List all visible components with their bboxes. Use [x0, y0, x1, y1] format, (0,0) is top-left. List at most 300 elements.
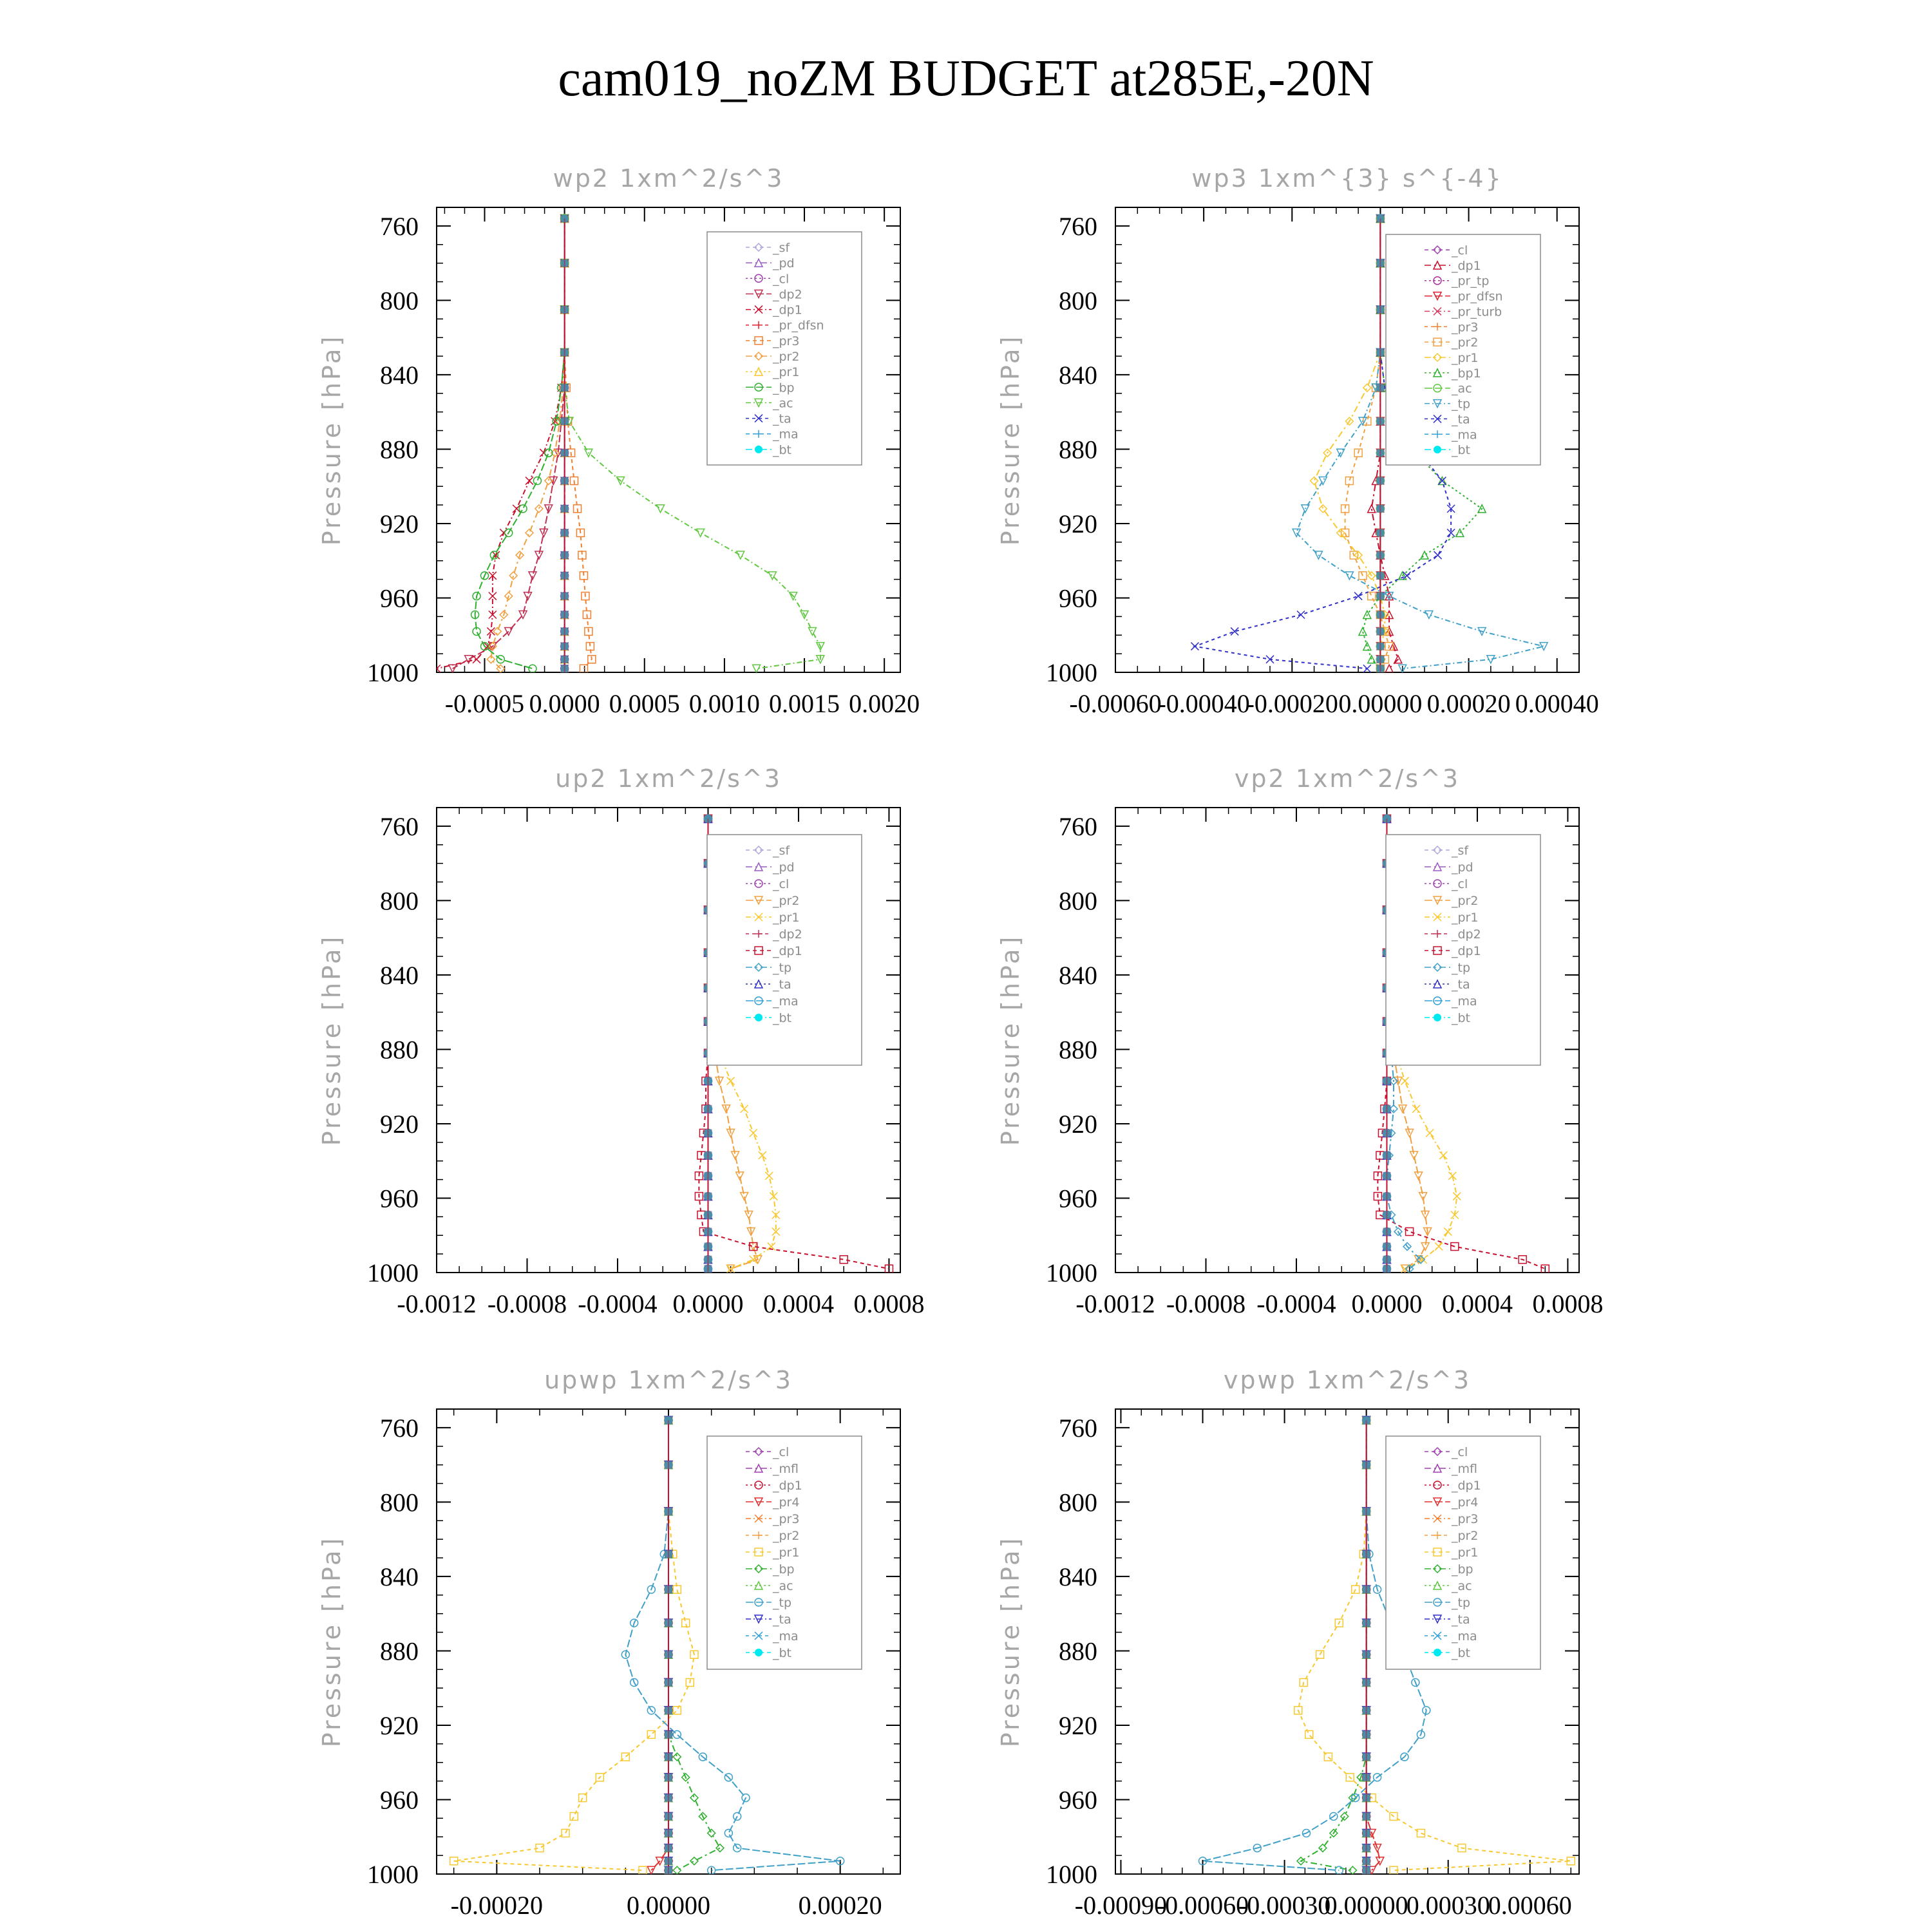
zero-marker — [1383, 1077, 1390, 1085]
panel-title: wp2 1xm^2/s^3 — [553, 164, 784, 193]
zero-marker — [1376, 260, 1384, 267]
zero-marker — [665, 1707, 672, 1714]
zero-marker — [1376, 572, 1384, 580]
series-point-bp — [690, 1857, 698, 1865]
x-tick-label: -0.0008 — [487, 1289, 567, 1318]
zero-marker — [561, 592, 569, 600]
series-point-pr1 — [759, 1151, 766, 1159]
zero-marker — [1363, 1753, 1370, 1761]
zero-marker — [665, 1774, 672, 1781]
series-point-tp — [1540, 643, 1548, 650]
legend-label: _dp1 — [773, 944, 802, 958]
legend-marker — [755, 446, 762, 453]
series-point-bp — [673, 1866, 681, 1874]
y-axis-label: Pressure [hPa] — [317, 934, 346, 1146]
x-tick-label: -0.00020 — [1245, 689, 1338, 718]
series-point-bp — [716, 1844, 724, 1852]
x-tick-label: -0.00020 — [450, 1891, 543, 1920]
legend-label: _dp2 — [1452, 927, 1481, 942]
y-tick-label: 920 — [380, 1710, 419, 1740]
y-tick-label: 760 — [380, 811, 419, 841]
x-tick-label: 0.0004 — [762, 1289, 834, 1318]
zero-marker — [561, 665, 569, 672]
y-tick-label: 800 — [380, 286, 419, 316]
legend-label: _ac — [773, 1579, 793, 1593]
zero-marker — [704, 1227, 712, 1235]
y-tick-label: 840 — [1059, 360, 1097, 390]
zero-marker — [1383, 1265, 1390, 1273]
zero-marker — [1383, 1227, 1390, 1235]
legend-label: _tp — [773, 961, 792, 975]
legend-label: _bp — [773, 1562, 795, 1577]
y-tick-label: 1000 — [1046, 1860, 1097, 1889]
zero-marker — [665, 1794, 672, 1802]
zero-marker — [561, 529, 569, 536]
series-point-ta — [1297, 611, 1305, 618]
y-tick-label: 920 — [1059, 509, 1097, 538]
zero-marker — [561, 656, 569, 663]
panel-4 — [996, 764, 1603, 1318]
zero-marker — [1383, 1256, 1390, 1264]
legend-marker — [1434, 1014, 1441, 1021]
zero-marker — [665, 1550, 672, 1558]
series-line-bp — [475, 218, 565, 668]
y-tick-label: 840 — [380, 360, 419, 390]
legend-label: _bt — [773, 442, 792, 457]
legend-label: _pr_dfsn — [773, 318, 824, 333]
series-point-ta — [1231, 627, 1238, 635]
legend-label: _pr2 — [1452, 1529, 1479, 1543]
legend-label: _sf — [773, 844, 790, 858]
x-tick-label: -0.0005 — [444, 689, 525, 718]
x-tick-label: -0.00060 — [1156, 1891, 1249, 1920]
zero-marker — [561, 449, 569, 457]
legend-label: _dp2 — [773, 287, 802, 302]
y-tick-label: 800 — [1059, 886, 1097, 916]
zero-marker — [1376, 551, 1384, 559]
legend-label: _ma — [1452, 428, 1477, 442]
legend-label: _tp — [1452, 397, 1471, 412]
legend-label: _mfl — [1452, 1462, 1477, 1476]
x-tick-label: -0.00090 — [1074, 1891, 1168, 1920]
zero-marker — [1363, 1707, 1370, 1714]
series-point-ta — [1434, 551, 1442, 559]
legend-label: _cl — [1452, 1445, 1468, 1459]
legend-label: _cl — [773, 877, 790, 891]
zero-marker — [665, 1416, 672, 1424]
y-axis-label: Pressure [hPa] — [317, 1535, 346, 1748]
legend-label: _mfl — [773, 1462, 799, 1476]
zero-marker — [1363, 1651, 1370, 1658]
series-point-pr3 — [580, 665, 587, 672]
series-point-pr1 — [1401, 1077, 1409, 1085]
y-tick-label: 920 — [1059, 1710, 1097, 1740]
y-tick-label: 760 — [1059, 811, 1097, 841]
legend-label: _pd — [773, 256, 795, 271]
legend-label: _pr1 — [773, 365, 800, 380]
legend-label: _cl — [1452, 877, 1468, 891]
legend-label: _tp — [1452, 961, 1471, 975]
legend-label: _bp1 — [1452, 366, 1481, 381]
zero-marker — [1376, 348, 1384, 356]
y-tick-label: 960 — [1059, 1785, 1097, 1815]
zero-marker — [665, 1651, 672, 1658]
series-point-pr1 — [682, 1619, 690, 1627]
panel-title: vp2 1xm^2/s^3 — [1234, 764, 1461, 793]
x-tick-label: -0.00060 — [1069, 689, 1162, 718]
legend-label: _dp1 — [1452, 258, 1481, 273]
zero-marker — [561, 643, 569, 650]
legend-label: _dp1 — [773, 1479, 802, 1493]
legend-label: _pr2 — [773, 350, 800, 364]
series-point-dp2 — [465, 656, 473, 663]
series-point-pr1 — [741, 1105, 748, 1113]
x-tick-label: 0.00020 — [798, 1891, 882, 1920]
y-tick-label: 880 — [380, 1035, 419, 1065]
zero-marker — [1383, 1193, 1390, 1200]
series-point-pr1 — [562, 1829, 569, 1837]
zero-marker — [1363, 1508, 1370, 1515]
series-point-pr2 — [1368, 592, 1376, 600]
x-tick-label: 0.0000 — [1351, 1289, 1423, 1318]
series-point-pr1 — [1363, 384, 1371, 392]
zero-marker — [1376, 505, 1384, 513]
zero-marker — [665, 1844, 672, 1852]
zero-marker — [1376, 529, 1384, 536]
x-tick-label: -0.00030 — [1238, 1891, 1331, 1920]
zero-marker — [1363, 1619, 1370, 1627]
series-point-ta — [1266, 656, 1274, 663]
x-tick-label: 0.0008 — [853, 1289, 925, 1318]
zero-marker — [704, 1193, 712, 1200]
panel-2 — [996, 164, 1599, 718]
zero-marker — [1383, 815, 1390, 822]
y-tick-label: 800 — [380, 1488, 419, 1517]
zero-marker — [1363, 1679, 1370, 1687]
legend-label: _bp — [1452, 1562, 1473, 1577]
zero-marker — [1363, 1844, 1370, 1852]
series-point-pr1 — [1426, 1129, 1434, 1137]
legend-label: _pr_turb — [1452, 305, 1502, 319]
zero-marker — [1376, 417, 1384, 425]
legend-label: _bt — [773, 1646, 792, 1660]
series-point-dp1 — [1385, 665, 1393, 672]
legend-label: _ma — [1452, 994, 1477, 1009]
zero-marker — [1363, 1857, 1370, 1865]
y-tick-label: 880 — [380, 1636, 419, 1666]
y-tick-label: 1000 — [367, 658, 419, 687]
zero-marker — [1363, 1774, 1370, 1781]
series-point-ta — [1354, 592, 1362, 600]
legend-label: _ta — [1452, 1613, 1470, 1627]
x-tick-label: 0.00000 — [1338, 689, 1423, 718]
legend — [707, 232, 862, 465]
legend-label: _ta — [773, 412, 791, 426]
series-point-bp — [533, 477, 541, 485]
y-tick-label: 800 — [1059, 1488, 1097, 1517]
series-point-bp — [519, 505, 527, 513]
y-tick-label: 760 — [380, 1413, 419, 1443]
legend-label: _pr2 — [1452, 336, 1479, 350]
series-point-tp — [1319, 477, 1327, 485]
legend-label: _pr3 — [1452, 1512, 1479, 1526]
legend-label: _ma — [773, 994, 799, 1009]
series-line-pr3 — [565, 218, 592, 668]
series-point-pr1 — [1311, 477, 1318, 485]
legend-label: _pr3 — [1452, 320, 1479, 335]
legend-label: _bt — [1452, 1011, 1471, 1025]
zero-marker — [1383, 1151, 1390, 1159]
zero-marker — [1363, 1812, 1370, 1820]
x-tick-label: 0.0020 — [849, 689, 920, 718]
x-tick-label: -0.00040 — [1157, 689, 1250, 718]
series-line-bp — [1301, 1420, 1367, 1870]
x-tick-label: 0.00020 — [1426, 689, 1511, 718]
series-line-pr2 — [1345, 218, 1390, 668]
series-point-dp1 — [1368, 505, 1376, 513]
legend-label: _pr_tp — [1452, 274, 1490, 289]
series-line-pr4 — [651, 1420, 668, 1870]
legend — [707, 1436, 862, 1669]
zero-marker — [561, 477, 569, 485]
zero-marker — [1376, 592, 1384, 600]
zero-marker — [1383, 1129, 1390, 1137]
legend-label: _pr2 — [773, 1529, 800, 1543]
zero-marker — [704, 1265, 712, 1273]
y-tick-label: 800 — [1059, 286, 1097, 316]
y-tick-label: 840 — [1059, 1562, 1097, 1591]
panel-6 — [996, 1366, 1579, 1920]
y-tick-label: 880 — [1059, 435, 1097, 464]
zero-marker — [1383, 1243, 1390, 1251]
x-tick-label: 0.0004 — [1441, 1289, 1513, 1318]
zero-marker — [704, 1151, 712, 1159]
series-point-bp — [708, 1829, 715, 1837]
zero-marker — [561, 551, 569, 559]
series-point-pr1 — [750, 1129, 757, 1137]
y-tick-label: 960 — [380, 1184, 419, 1213]
zero-marker — [665, 1619, 672, 1627]
zero-marker — [561, 384, 569, 392]
zero-marker — [665, 1679, 672, 1687]
legend-label: _dp1 — [1452, 944, 1481, 958]
x-tick-label: 0.00060 — [1488, 1891, 1572, 1920]
y-axis-label: Pressure [hPa] — [317, 334, 346, 546]
legend-label: _sf — [1452, 844, 1469, 858]
legend-label: _pr2 — [773, 894, 800, 908]
series-point-bp1 — [1421, 551, 1428, 559]
legend-label: _ac — [1452, 381, 1472, 396]
zero-marker — [704, 1172, 712, 1180]
legend — [1386, 234, 1540, 465]
series-point-tp — [1345, 572, 1353, 580]
series-point-pr1 — [765, 1172, 773, 1180]
legend-label: _pr3 — [773, 1512, 800, 1526]
y-tick-label: 760 — [1059, 1413, 1097, 1443]
zero-marker — [704, 1243, 712, 1251]
zero-marker — [1363, 1829, 1370, 1837]
legend-label: _cl — [773, 272, 790, 287]
series-point-ta — [1438, 477, 1446, 485]
series-point-pr2 — [509, 572, 517, 580]
legend-label: _pd — [773, 860, 795, 875]
panel-title: up2 1xm^2/s^3 — [555, 764, 782, 793]
legend — [1386, 835, 1540, 1065]
y-tick-label: 760 — [380, 211, 419, 241]
y-tick-label: 920 — [1059, 1109, 1097, 1139]
zero-marker — [1383, 1172, 1390, 1180]
y-axis-label: Pressure [hPa] — [996, 1535, 1025, 1748]
zero-marker — [1376, 214, 1384, 222]
legend-label: _sf — [773, 241, 790, 255]
zero-marker — [1383, 1211, 1390, 1218]
series-point-ac — [737, 551, 744, 559]
series-point-pr2 — [493, 627, 501, 635]
legend-label: _pr2 — [1452, 894, 1479, 908]
legend-label: _pr4 — [1452, 1495, 1479, 1510]
y-tick-label: 960 — [380, 583, 419, 613]
series-point-pr1 — [1417, 1829, 1425, 1837]
y-tick-label: 880 — [1059, 1636, 1097, 1666]
y-tick-label: 920 — [380, 1109, 419, 1139]
legend-label: _ta — [773, 1613, 791, 1627]
legend-label: _tp — [773, 1596, 792, 1610]
x-tick-label: 0.00000 — [1324, 1891, 1408, 1920]
x-tick-label: -0.0004 — [1256, 1289, 1336, 1318]
zero-marker — [561, 417, 569, 425]
series-point-ac — [808, 627, 816, 635]
x-tick-label: 0.00030 — [1406, 1891, 1490, 1920]
zero-marker — [1363, 1794, 1370, 1802]
zero-marker — [561, 260, 569, 267]
zero-marker — [1376, 384, 1384, 392]
x-tick-label: 0.0008 — [1532, 1289, 1604, 1318]
legend-label: _dp2 — [773, 927, 802, 942]
y-axis-label: Pressure [hPa] — [996, 934, 1025, 1146]
x-tick-label: 0.0000 — [529, 689, 600, 718]
x-tick-label: 0.00000 — [627, 1891, 710, 1920]
y-tick-label: 840 — [380, 1562, 419, 1591]
y-tick-label: 1000 — [367, 1860, 419, 1889]
panel-title: vpwp 1xm^2/s^3 — [1223, 1366, 1472, 1394]
zero-marker — [665, 1812, 672, 1820]
zero-marker — [665, 1461, 672, 1469]
y-tick-label: 840 — [1059, 960, 1097, 990]
panel-5 — [317, 1366, 900, 1920]
zero-marker — [704, 1129, 712, 1137]
legend-marker — [1434, 446, 1441, 453]
zero-marker — [665, 1829, 672, 1837]
legend-label: _tp — [1452, 1596, 1471, 1610]
y-tick-label: 960 — [1059, 583, 1097, 613]
series-point-bp — [690, 1794, 698, 1802]
series-point-ac — [697, 529, 705, 536]
legend-label: _bt — [1452, 443, 1471, 458]
legend-label: _pr1 — [1452, 911, 1479, 925]
y-tick-label: 760 — [1059, 211, 1097, 241]
legend-label: _pr3 — [773, 334, 800, 348]
legend-label: _bt — [1452, 1646, 1471, 1660]
zero-marker — [1376, 449, 1384, 457]
zero-marker — [561, 348, 569, 356]
y-tick-label: 920 — [380, 509, 419, 538]
zero-marker — [561, 627, 569, 635]
zero-marker — [704, 1211, 712, 1218]
legend-label: _ta — [1452, 412, 1470, 427]
legend-label: _ma — [773, 1629, 799, 1643]
zero-marker — [561, 611, 569, 618]
series-point-dp1 — [1406, 1227, 1414, 1235]
zero-marker — [665, 1753, 672, 1761]
x-tick-label: 0.0005 — [609, 689, 680, 718]
zero-marker — [704, 815, 712, 822]
zero-marker — [1376, 643, 1384, 650]
zero-marker — [1383, 1105, 1390, 1113]
zero-marker — [704, 1256, 712, 1264]
zero-marker — [1376, 306, 1384, 314]
series-point-bp — [529, 665, 536, 672]
series-line-dp2 — [453, 218, 565, 668]
series-point-ta — [1363, 665, 1371, 672]
series-point-pr1 — [673, 1586, 681, 1593]
series-line-pr1 — [454, 1420, 694, 1870]
series-point-pr2 — [1345, 477, 1353, 485]
x-tick-label: -0.0012 — [397, 1289, 477, 1318]
legend-label: _bt — [773, 1011, 792, 1025]
legend-label: _ac — [1452, 1579, 1472, 1593]
y-tick-label: 880 — [1059, 1035, 1097, 1065]
zero-marker — [665, 1586, 672, 1593]
x-tick-label: 0.0015 — [769, 689, 840, 718]
zero-marker — [1363, 1586, 1370, 1593]
series-point-pr2 — [535, 505, 543, 513]
zero-marker — [1376, 611, 1384, 618]
zero-marker — [665, 1730, 672, 1738]
x-tick-label: -0.0008 — [1166, 1289, 1246, 1318]
x-tick-label: -0.0004 — [578, 1289, 658, 1318]
series-point-tp — [1425, 611, 1433, 618]
zero-marker — [1376, 656, 1384, 663]
legend-marker — [755, 1649, 762, 1656]
panel-1 — [317, 164, 920, 718]
series-point-dp1 — [473, 656, 480, 663]
zero-marker — [1363, 1416, 1370, 1424]
series-point-bp — [673, 1753, 681, 1761]
legend-label: _pr_dfsn — [1452, 289, 1503, 304]
series-point-tp — [673, 1730, 681, 1738]
series-point-pr1 — [1444, 1227, 1452, 1235]
x-tick-label: -0.0012 — [1075, 1289, 1155, 1318]
legend-label: _pd — [1452, 860, 1473, 875]
legend-label: _ta — [773, 978, 791, 992]
x-tick-label: 0.00040 — [1515, 689, 1599, 718]
panel-title: upwp 1xm^2/s^3 — [544, 1366, 793, 1394]
legend-label: _cl — [773, 1445, 790, 1459]
y-axis-label: Pressure [hPa] — [996, 334, 1025, 546]
zero-marker — [665, 1866, 672, 1874]
legend-label: _ac — [773, 396, 793, 411]
zero-marker — [665, 1508, 672, 1515]
panels — [317, 164, 1603, 1920]
legend-label: _pr1 — [773, 911, 800, 925]
legend-label: _pr4 — [773, 1495, 800, 1510]
y-tick-label: 960 — [1059, 1184, 1097, 1213]
legend-label: _cl — [1452, 243, 1468, 258]
legend-label: _dp1 — [773, 303, 802, 317]
zero-marker — [561, 306, 569, 314]
series-point-pr1 — [1435, 1243, 1443, 1251]
legend-label: _pr1 — [1452, 351, 1479, 365]
